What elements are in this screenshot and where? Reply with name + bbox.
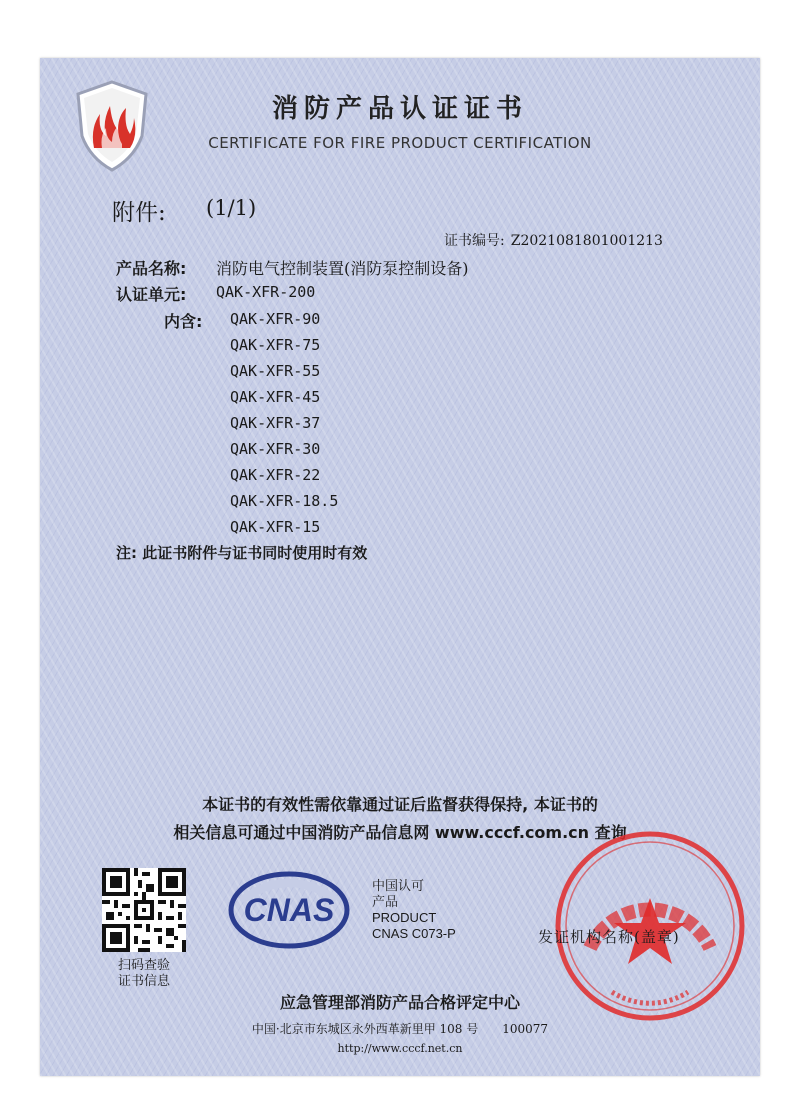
validity-note: 注: 此证书附件与证书同时使用时有效 — [116, 544, 368, 562]
title-chinese: 消防产品认证证书 — [271, 94, 528, 124]
includes-label: 内含: — [164, 312, 203, 331]
title-english: CERTIFICATE FOR FIRE PRODUCT CERTIFICATION — [208, 134, 592, 152]
model-item: QAK-XFR-55 — [230, 362, 321, 380]
issuer-name: 发证机构名称(盖章) — [538, 928, 680, 946]
qr-caption-line1: 扫码查验 — [117, 958, 170, 973]
issuing-center-website[interactable]: http://www.cccf.net.cn — [337, 1042, 463, 1055]
cert-unit-label: 认证单元: — [116, 285, 187, 304]
cnas-line3: PRODUCT — [372, 910, 437, 925]
cnas-line4: CNAS C073-P — [372, 926, 456, 941]
model-item: QAK-XFR-30 — [230, 440, 321, 458]
cnas-accreditation-text — [372, 878, 456, 942]
cnas-logo — [228, 870, 350, 950]
model-item: QAK-XFR-22 — [230, 466, 321, 484]
certificate-number-value: Z2021081801001213 — [510, 233, 663, 249]
certificate-number-label: 证书编号: — [444, 233, 505, 249]
issuing-center-address: 中国·北京市东城区永外西革新里甲 108 号 100077 — [251, 1022, 549, 1036]
model-item: QAK-XFR-45 — [230, 388, 321, 406]
model-item: QAK-XFR-18.5 — [230, 492, 339, 510]
cert-unit-value: QAK-XFR-200 — [216, 283, 316, 301]
qr-caption-line2: 证书信息 — [117, 974, 170, 989]
validity-text-line2: 相关信息可通过中国消防产品信息网 www.cccf.com.cn 查询 — [173, 823, 627, 842]
model-item: QAK-XFR-75 — [230, 336, 321, 354]
validity-text-line1: 本证书的有效性需依靠通过证后监督获得保持, 本证书的 — [202, 795, 598, 814]
product-name-value: 消防电气控制装置(消防泵控制设备) — [216, 259, 469, 278]
attachment-label: 附件: — [112, 200, 166, 226]
attachment-value: (1/1) — [206, 196, 257, 220]
certificate-sheet — [40, 58, 760, 1076]
model-item: QAK-XFR-15 — [230, 518, 321, 536]
certificate-number — [444, 230, 663, 250]
model-item: QAK-XFR-90 — [230, 310, 321, 328]
qr-code-icon[interactable] — [102, 868, 186, 952]
model-item: QAK-XFR-37 — [230, 414, 321, 432]
cnas-logo-text: CNAS — [243, 892, 335, 928]
product-name-label: 产品名称: — [116, 259, 187, 278]
cnas-line2: 产品 — [372, 894, 399, 909]
cnas-line1: 中国认可 — [372, 878, 425, 893]
issuing-center-name: 应急管理部消防产品合格评定中心 — [279, 993, 520, 1012]
